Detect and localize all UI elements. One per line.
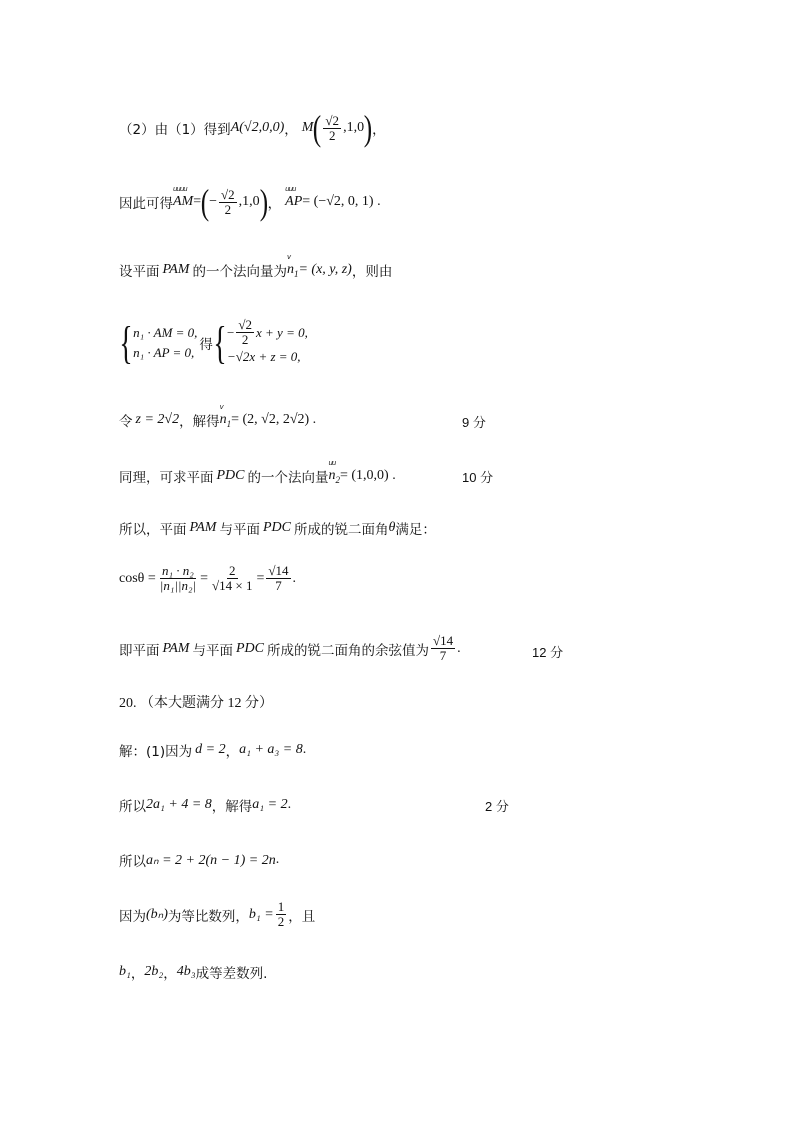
equation: n₁ · AP = 0,	[133, 344, 195, 360]
text: ，	[225, 744, 240, 760]
score-2: 2 分	[485, 799, 509, 814]
text: ，解得	[211, 799, 253, 815]
line-equation-system	[119, 318, 308, 367]
line-bn	[119, 900, 315, 929]
text: 与平面	[219, 522, 260, 538]
equation: z = 2√2	[135, 412, 180, 427]
brace: {	[213, 316, 227, 368]
line-n2	[119, 458, 396, 486]
line-given-points	[119, 110, 386, 146]
text: .	[287, 797, 292, 812]
line-arith-seq	[119, 962, 267, 982]
text: .	[275, 852, 280, 867]
text: ，	[163, 966, 177, 982]
vector-n1: v $n_1$	[286, 252, 299, 279]
line-angle-intro	[119, 518, 436, 538]
text: .	[302, 742, 307, 757]
term: b₁	[119, 964, 131, 979]
plane-name: PDC	[216, 468, 245, 483]
text: 即平面	[119, 642, 160, 659]
text: 所成的锐二面角的余弦值为	[266, 642, 429, 659]
equation: 2a₁ + 4 = 8	[146, 797, 212, 812]
system-right	[227, 318, 308, 367]
plane-name: PAM	[162, 262, 190, 277]
text: ，	[267, 196, 282, 212]
point-m-rest: ,1,0	[343, 120, 365, 135]
text: 所成的锐二面角	[293, 522, 389, 538]
vector-n2: uu $n_2$	[328, 458, 340, 485]
line-solve-a1	[119, 795, 291, 815]
paren-close: )	[259, 182, 268, 222]
text: 的一个法向量为	[192, 264, 287, 280]
text: =	[193, 194, 202, 209]
equation: aₙ = 2 + 2(n − 1) = 2n	[146, 852, 276, 868]
text: 与平面	[192, 642, 233, 659]
line-cos-formula	[119, 564, 296, 593]
point-m-label: M	[301, 120, 314, 135]
text: ，	[372, 122, 386, 138]
text: 所以，平面	[119, 522, 187, 538]
text: = (−√2, 0, 1) .	[302, 194, 381, 209]
point-a: A(√2,0,0)	[230, 120, 285, 135]
text: =	[200, 570, 209, 586]
fraction: $\frac{√14}{7}$	[268, 563, 289, 593]
text: =	[256, 570, 265, 586]
text: （2）由（1）得到	[119, 122, 231, 138]
text: ，则由	[351, 264, 393, 280]
text: 设平面	[119, 264, 160, 280]
text: 成等差数列.	[195, 966, 268, 982]
equation: d = 2	[195, 742, 226, 757]
text: 为等比数列，	[167, 908, 249, 925]
problem-20-heading: 20. （本大题满分 12 分）	[119, 696, 273, 711]
fraction: $\frac{√2}{2}$	[221, 186, 235, 217]
equation: a₁ = 2	[252, 797, 288, 812]
system-left	[133, 323, 197, 363]
fraction: $\frac{√2}{2}$	[325, 112, 340, 143]
equation: a₁ + a₃ = 8	[239, 742, 303, 757]
plane-name: PAM	[189, 520, 217, 535]
text: ,1,0	[238, 194, 260, 209]
line-solution-start	[119, 740, 306, 760]
vector-n1: v $n_1$	[219, 402, 232, 429]
plane-name: PDC	[235, 640, 264, 656]
text: 满足：	[395, 522, 436, 538]
fraction: $\frac{√14}{7}$	[432, 633, 454, 663]
text: = (x, y, z)	[298, 262, 352, 277]
text: 解：(1)因为	[119, 744, 193, 760]
paren-open: (	[200, 182, 210, 222]
text: 所以	[119, 799, 146, 815]
term: 2b₂	[144, 964, 164, 979]
text: 所以	[119, 854, 146, 870]
term: 4b₃	[176, 964, 196, 979]
plane-name: PAM	[162, 640, 190, 656]
equation: − $\frac{√2}{2}$ x + y = 0,	[227, 317, 308, 347]
paren-open: (	[313, 108, 322, 148]
text: 得	[199, 336, 213, 353]
vector-am: uuuu AM	[173, 185, 194, 209]
text: = (2, √2, 2√2) .	[231, 412, 317, 427]
text: 令	[119, 414, 133, 430]
text: ，且	[288, 908, 316, 925]
text: 同理，可求平面	[119, 470, 214, 486]
text: ，	[284, 122, 298, 138]
equation: n₁ · AM = 0,	[133, 324, 198, 340]
score-12: 12 分	[532, 645, 564, 660]
fraction: $\frac{\text{n₁ · n₂}}{\text{|n₁||n₂|}}$	[159, 563, 197, 593]
score-10: 10 分	[462, 470, 494, 485]
brace: {	[119, 316, 133, 368]
text: 的一个法向量	[247, 470, 329, 486]
vector-ap: uuu AP	[285, 185, 303, 209]
text: = (1,0,0) .	[340, 468, 396, 483]
text: cosθ =	[119, 570, 156, 586]
sequence-b: (bₙ)	[146, 907, 168, 922]
text: 因此可得	[119, 196, 173, 212]
paren-close: )	[363, 108, 373, 148]
text: .	[457, 640, 461, 656]
score-9: 9 分	[462, 415, 486, 430]
equation: −√2x + z = 0,	[227, 349, 301, 364]
line-cos-result	[119, 634, 461, 663]
plane-name: PDC	[262, 520, 291, 535]
line-normal-vector-intro	[119, 252, 393, 280]
line-an	[119, 850, 279, 870]
text: ，	[130, 966, 145, 982]
theta: θ	[388, 520, 396, 535]
fraction: $\frac{1}{2}$	[277, 899, 285, 929]
text: −	[209, 194, 218, 209]
text: b₁ =	[248, 906, 274, 922]
fraction: $\frac{2}{√14 \times 1}$	[212, 563, 253, 593]
text: ，解得	[179, 414, 220, 430]
line-vectors	[119, 184, 381, 220]
text: 因为	[119, 908, 146, 925]
text: .	[292, 570, 297, 586]
line-solve-n1	[119, 402, 317, 430]
